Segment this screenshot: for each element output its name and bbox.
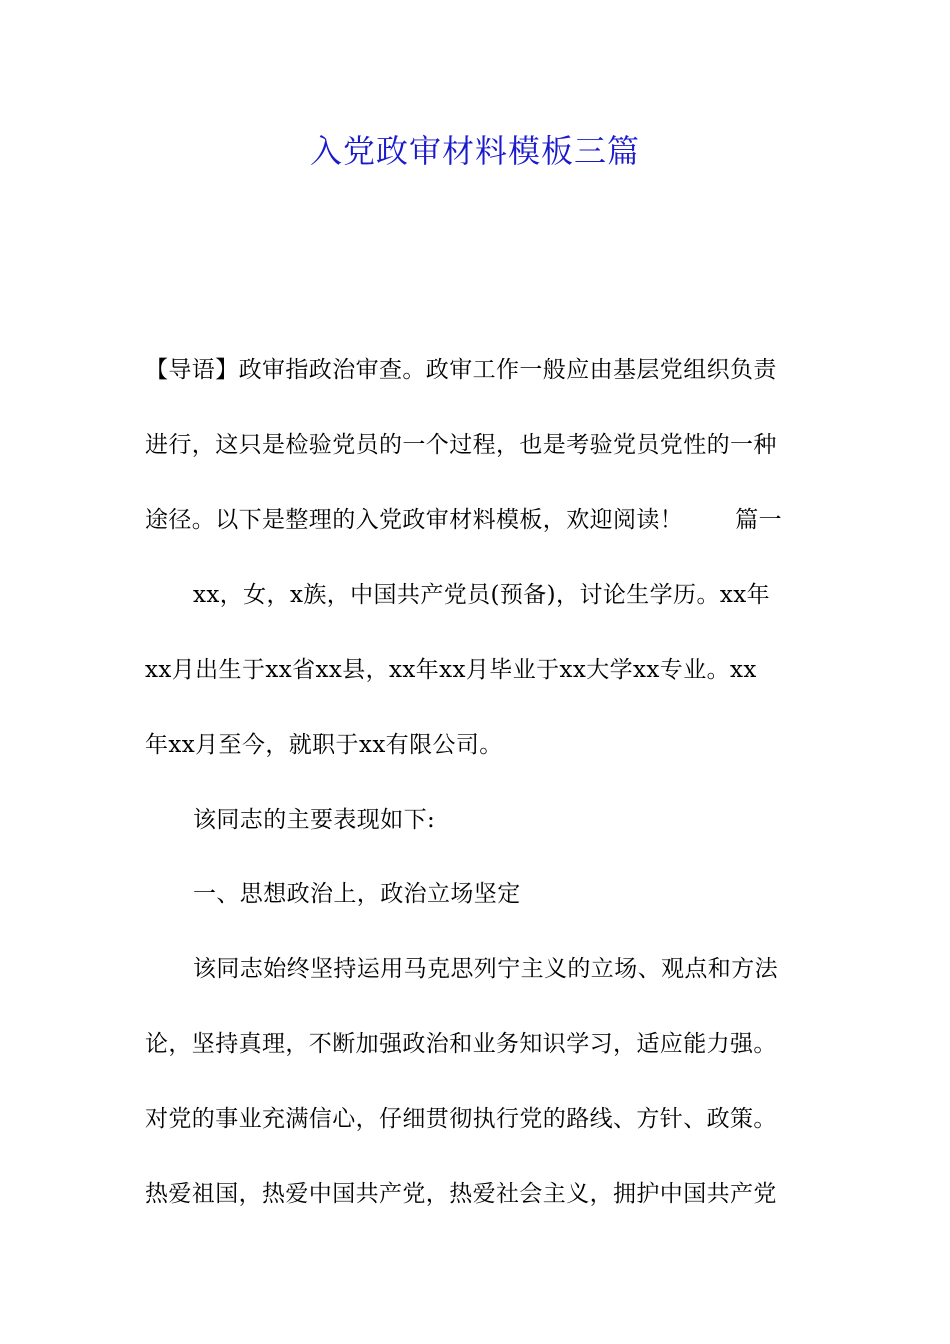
paragraph-line: 热爱祖国，热爱中国共产党，热爱社会主义，拥护中国共产党 — [145, 1181, 777, 1207]
paragraph-line: 论，坚持真理，不断加强政治和业务知识学习，适应能力强。 — [145, 1031, 777, 1057]
paragraph-line — [145, 500, 810, 540]
section-heading: 一、思想政治上，政治立场坚定 — [193, 881, 521, 907]
paragraph-line: xx，女，x族，中国共产党员(预备)，讨论生学历。xx年 — [193, 582, 771, 608]
paragraph-line: 对党的事业充满信心，仔细贯彻执行党的路线、方针、政策。 — [145, 1106, 777, 1132]
document-title: 入党政审材料模板三篇 — [309, 132, 640, 170]
paragraph-line: 【导语】政审指政治审查。政审工作一般应由基层党组织负责 — [145, 357, 777, 383]
paragraph-line: 该同志的主要表现如下: — [193, 807, 436, 833]
paragraph-line: xx月出生于xx省xx县，xx年xx月毕业于xx大学xx专业。xx — [145, 657, 757, 683]
paragraph-line: 该同志始终坚持运用马克思列宁主义的立场、观点和方法 — [193, 956, 778, 982]
paragraph-line: 进行，这只是检验党员的一个过程，也是考验党员党性的一种 — [145, 432, 777, 458]
paragraph-line-text: 途径。以下是整理的入党政审材料模板，欢迎阅读！ — [145, 507, 684, 533]
section-label: 篇一 — [735, 507, 783, 533]
paragraph-line: 年xx月至今，就职于xx有限公司。 — [145, 732, 503, 758]
